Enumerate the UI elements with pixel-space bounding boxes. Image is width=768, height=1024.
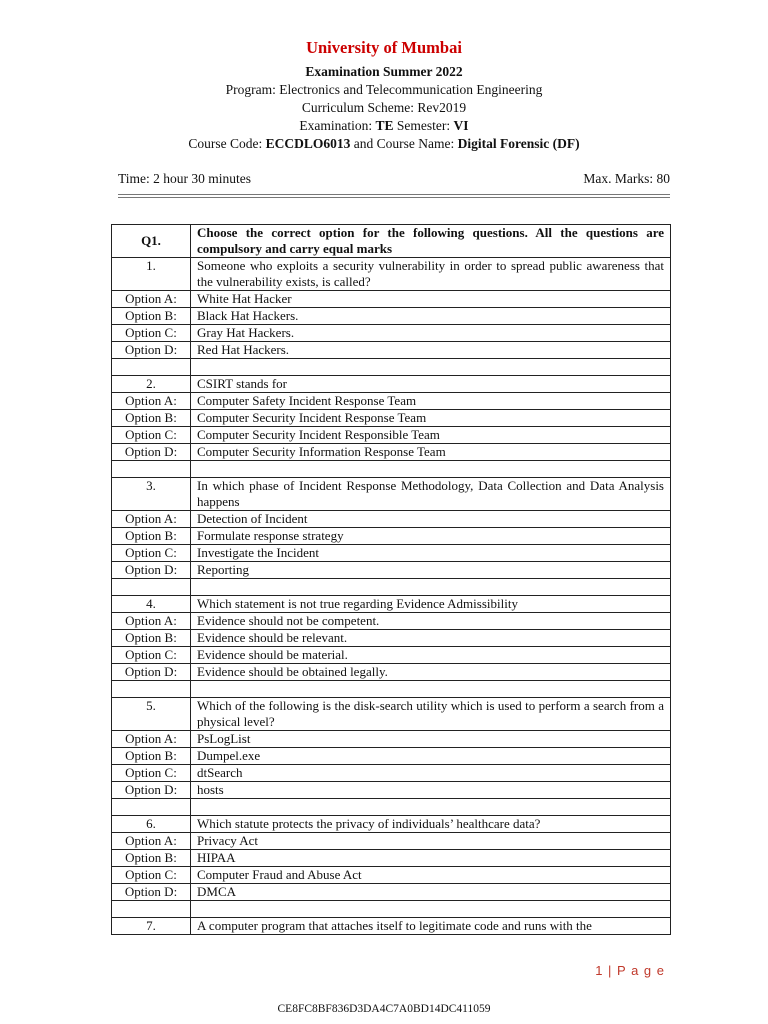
question-row (112, 918, 671, 935)
question-number: 5. (112, 698, 191, 731)
option-text: Privacy Act (191, 833, 671, 850)
option-text: Black Hat Hackers. (191, 308, 671, 325)
option-label: Option C: (112, 765, 191, 782)
blank-cell (112, 461, 191, 478)
option-label: Option B: (112, 630, 191, 647)
option-text: Evidence should be relevant. (191, 630, 671, 647)
option-row (112, 867, 671, 884)
option-row (112, 731, 671, 748)
option-text: Reporting (191, 562, 671, 579)
curriculum-line: Curriculum Scheme: Rev2019 (301, 100, 467, 115)
option-label: Option C: (112, 427, 191, 444)
option-label: Option C: (112, 545, 191, 562)
blank-cell (112, 359, 191, 376)
question-number: 6. (112, 816, 191, 833)
option-row (112, 325, 671, 342)
option-row (112, 765, 671, 782)
option-row (112, 884, 671, 901)
separator-rule (118, 197, 670, 198)
option-text: Computer Fraud and Abuse Act (191, 867, 671, 884)
question-number: 7. (112, 918, 191, 935)
question-text: CSIRT stands for (191, 376, 671, 393)
option-row (112, 833, 671, 850)
blank-row (112, 359, 671, 376)
option-text: Computer Security Incident Responsible Team (191, 427, 671, 444)
option-text: Computer Safety Incident Response Team (191, 393, 671, 410)
option-label: Option B: (112, 528, 191, 545)
blank-cell (112, 901, 191, 918)
option-label: Option A: (112, 393, 191, 410)
question-row (112, 258, 671, 291)
option-text: Dumpel.exe (191, 748, 671, 765)
question-row (112, 816, 671, 833)
option-label: Option A: (112, 613, 191, 630)
option-label: Option A: (112, 731, 191, 748)
option-text: Evidence should be material. (191, 647, 671, 664)
question-row (112, 596, 671, 613)
option-row (112, 393, 671, 410)
option-label: Option C: (112, 647, 191, 664)
option-row (112, 308, 671, 325)
option-row (112, 613, 671, 630)
blank-cell (112, 579, 191, 596)
option-row (112, 511, 671, 528)
option-text: HIPAA (191, 850, 671, 867)
option-text: Computer Security Incident Response Team (191, 410, 671, 427)
course-code: ECCDLO6013 (265, 136, 351, 151)
program-line: Program: Electronics and Telecommunication Engineering (225, 82, 543, 97)
question-number: 3. (112, 478, 191, 511)
option-text: hosts (191, 782, 671, 799)
option-text: DMCA (191, 884, 671, 901)
course-name: Digital Forensic (DF) (457, 136, 580, 151)
option-text: Detection of Incident (191, 511, 671, 528)
exam-session: Examination Summer 2022 (305, 64, 463, 79)
option-text: White Hat Hacker (191, 291, 671, 308)
exam-type: TE (375, 118, 394, 133)
question-row (112, 376, 671, 393)
university-title: University of Mumbai (306, 38, 462, 57)
semester: VI (453, 118, 469, 133)
blank-cell (191, 359, 671, 376)
blank-cell (191, 681, 671, 698)
option-label: Option B: (112, 850, 191, 867)
blank-cell (112, 799, 191, 816)
question-text: Which statute protects the privacy of individuals’ healthcare data? (191, 816, 671, 833)
question-text: A computer program that attaches itself to legitimate code and runs with the (191, 918, 671, 935)
blank-cell (191, 461, 671, 478)
max-marks: Max. Marks: 80 (583, 171, 670, 186)
option-label: Option B: (112, 308, 191, 325)
blank-row (112, 579, 671, 596)
course-line: Course Code: ECCDLO6013 and Course Name: Digital Forensic (DF) (188, 136, 580, 151)
question-number-label: Q1. (112, 225, 191, 258)
question-table (111, 224, 671, 935)
separator-rule (118, 194, 670, 195)
option-row (112, 342, 671, 359)
question-number: 2. (112, 376, 191, 393)
blank-cell (191, 901, 671, 918)
option-label: Option D: (112, 444, 191, 461)
question-text: Which statement is not true regarding Evidence Admissibility (191, 596, 671, 613)
option-text: Evidence should be obtained legally. (191, 664, 671, 681)
option-row (112, 444, 671, 461)
option-label: Option D: (112, 342, 191, 359)
document-code: CE8FC8BF836D3DA4C7A0BD14DC411059 (277, 1003, 491, 1015)
option-text: Investigate the Incident (191, 545, 671, 562)
option-text: Formulate response strategy (191, 528, 671, 545)
option-label: Option B: (112, 748, 191, 765)
blank-cell (112, 681, 191, 698)
option-label: Option A: (112, 291, 191, 308)
option-row (112, 630, 671, 647)
option-row (112, 545, 671, 562)
exam-semester-line: Examination: TE Semester: VI (299, 118, 469, 133)
option-label: Option D: (112, 884, 191, 901)
option-label: Option A: (112, 833, 191, 850)
option-row (112, 748, 671, 765)
option-label: Option C: (112, 867, 191, 884)
blank-row (112, 799, 671, 816)
option-row (112, 291, 671, 308)
question-text: Someone who exploits a security vulnerability in order to spread public awareness that the vulnerability exists, is called? (191, 258, 671, 291)
question-number: 4. (112, 596, 191, 613)
option-row (112, 410, 671, 427)
option-text: Gray Hat Hackers. (191, 325, 671, 342)
time-allowed: Time: 2 hour 30 minutes (118, 171, 252, 186)
option-text: Red Hat Hackers. (191, 342, 671, 359)
option-label: Option D: (112, 782, 191, 799)
question-text: In which phase of Incident Response Methodology, Data Collection and Data Analysis happens (191, 478, 671, 511)
option-row (112, 782, 671, 799)
option-label: Option A: (112, 511, 191, 528)
option-row (112, 647, 671, 664)
page-number: 1 | P a g e (595, 963, 665, 978)
question-number: 1. (112, 258, 191, 291)
option-label: Option D: (112, 664, 191, 681)
question-row (112, 698, 671, 731)
blank-row (112, 901, 671, 918)
question-text: Which of the following is the disk-search utility which is used to perform a search from a physical level? (191, 698, 671, 731)
option-row (112, 562, 671, 579)
option-text: dtSearch (191, 765, 671, 782)
option-text: Evidence should not be competent. (191, 613, 671, 630)
option-row (112, 528, 671, 545)
option-label: Option C: (112, 325, 191, 342)
option-row (112, 664, 671, 681)
option-row (112, 427, 671, 444)
option-text: Computer Security Information Response Team (191, 444, 671, 461)
blank-row (112, 681, 671, 698)
option-text: PsLogList (191, 731, 671, 748)
option-label: Option D: (112, 562, 191, 579)
question-instruction: Choose the correct option for the following questions. All the questions are compulsory and carry equal marks (191, 225, 671, 258)
question-header-row (112, 225, 671, 258)
question-row (112, 478, 671, 511)
time-marks-line (118, 171, 670, 187)
option-label: Option B: (112, 410, 191, 427)
blank-row (112, 461, 671, 478)
blank-cell (191, 579, 671, 596)
blank-cell (191, 799, 671, 816)
option-row (112, 850, 671, 867)
